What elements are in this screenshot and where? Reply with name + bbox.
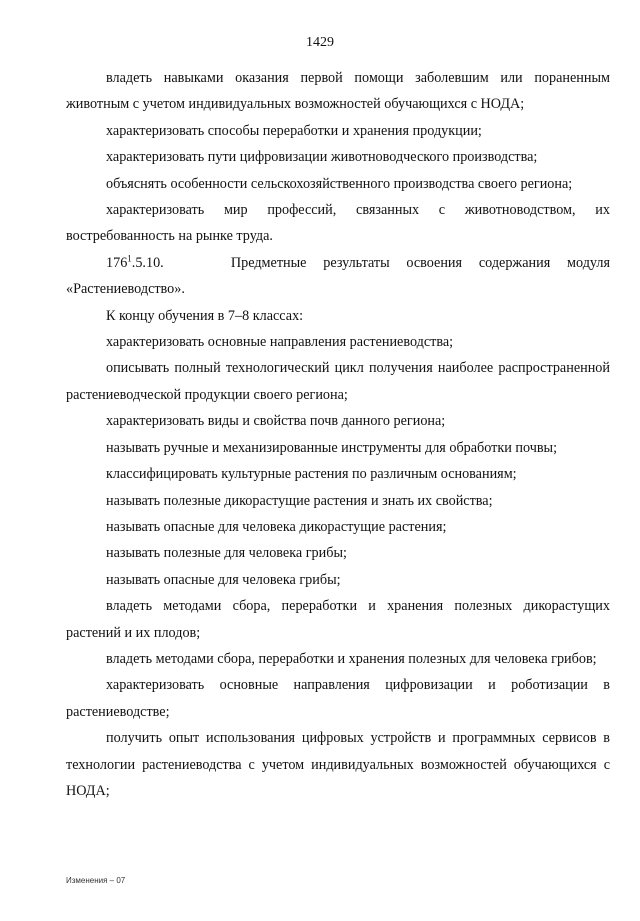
paragraph: характеризовать основные направления растениеводства;: [106, 334, 454, 351]
page-number: 1429: [306, 35, 334, 50]
section-number-suffix: .5.10.: [131, 254, 164, 271]
paragraph: характеризовать способы переработки и хранения продукции;: [106, 122, 482, 139]
section-heading-text: Предметные результаты освоения содержания модуля «Растениеводство».: [66, 254, 610, 298]
section-number-prefix: 176: [106, 254, 128, 271]
paragraph: называть полезные для человека грибы;: [106, 545, 347, 562]
section-heading: [66, 250, 610, 303]
paragraph: объяснять особенности сельскохозяйственного производства своего региона;: [106, 175, 573, 192]
paragraph: характеризовать мир профессий, связанных с животноводством, их востребованность на рынке труда.: [66, 202, 610, 245]
paragraph: характеризовать виды и свойства почв данного региона;: [106, 413, 446, 430]
paragraph: называть полезные дикорастущие растения и знать их свойства;: [106, 492, 493, 509]
paragraph: называть опасные для человека грибы;: [106, 571, 341, 588]
paragraph: характеризовать пути цифровизации животноводческого производства;: [106, 149, 538, 166]
paragraph: называть опасные для человека дикорастущие растения;: [106, 518, 447, 535]
paragraph: классифицировать культурные растения по различным основаниям;: [106, 466, 517, 483]
footer-note: Изменения – 07: [66, 876, 126, 885]
paragraph: получить опыт использования цифровых устройств и программных сервисов в технологии растениеводства с учетом индивидуальных возможностей обучающихся с НОДА;: [66, 730, 610, 799]
document-body: [66, 65, 610, 804]
paragraph: описывать полный технологический цикл получения наиболее распространенной растениеводческой продукции своего региона;: [66, 360, 610, 403]
paragraph: называть ручные и механизированные инструменты для обработки почвы;: [106, 439, 558, 456]
section-number-superscript: 1: [127, 253, 132, 264]
paragraph: владеть методами сбора, переработки и хранения полезных для человека грибов;: [106, 650, 597, 667]
paragraph: владеть навыками оказания первой помощи заболевшим или пораненным животным с учетом индивидуальных возможностей обучающихся с НОДА;: [66, 70, 610, 113]
paragraph: владеть методами сбора, переработки и хранения полезных дикорастущих растений и их плодов;: [66, 598, 610, 641]
paragraph: характеризовать основные направления цифровизации и роботизации в растениеводстве;: [66, 677, 610, 720]
paragraph: К концу обучения в 7–8 классах:: [106, 307, 304, 324]
